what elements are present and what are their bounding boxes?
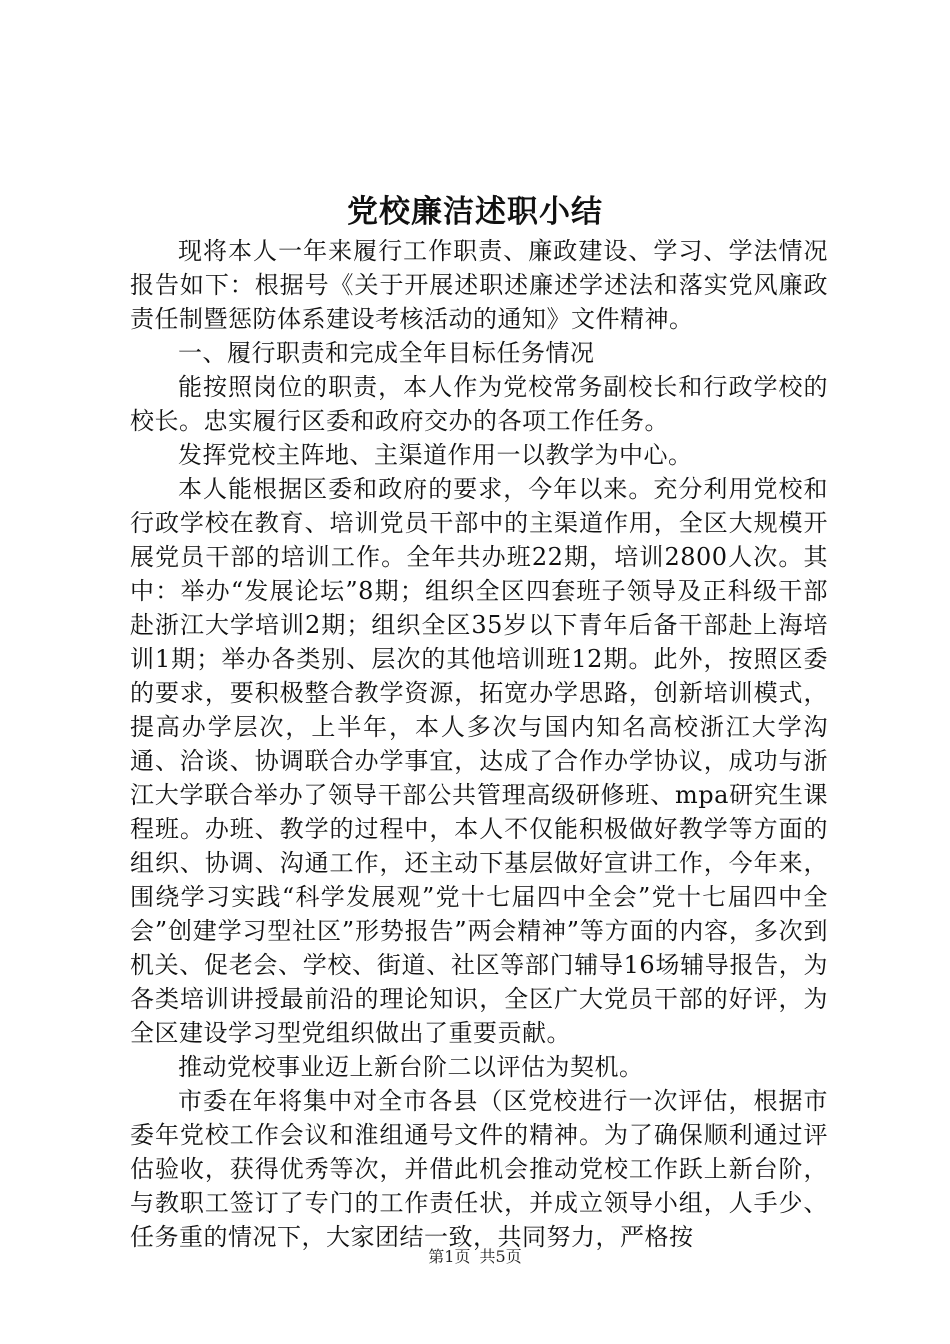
page-number: 第1页	[428, 1247, 471, 1266]
section-heading: 一、履行职责和完成全年目标任务情况	[178, 339, 595, 367]
paragraph: 能按照岗位的职责，本人作为党校常务副校长和行政学校的校长。忠实履行区委和政府交办的各项工作任务。	[130, 373, 828, 435]
paragraph: 市委在年将集中对全市各县（区党校进行一次评估，根据市委年党校工作会议和淮组通号文件的精神。为了确保顺利通过评估验收，获得优秀等次，并借此机会推动党校工作跃上新台阶，与教职工签订了专门的工作责任状，并成立领导小组，人手少、任务重的情况下，大家团结一致，共同努力，严格按	[130, 1087, 828, 1251]
page-total: 共5页	[479, 1247, 522, 1266]
document-body	[130, 234, 828, 1254]
page-footer	[0, 1244, 950, 1267]
subsection-heading: 推动党校事业迈上新台阶二以评估为契机。	[178, 1053, 644, 1081]
paragraph: 本人能根据区委和政府的要求，今年以来。充分利用党校和行政学校在教育、培训党员干部中的主渠道作用，全区大规模开展党员干部的培训工作。全年共办班22期，培训2800人次。其中：举办“发展论坛”8期；组织全区四套班子领导及正科级干部赴浙江大学培训2期；组织全区35岁以下青年后备干部赴上海培训1期；举办各类别、层次的其他培训班12期。此外，按照区委的要求，要积极整合教学资源，拓宽办学思路，创新培训模式，提高办学层次，上半年，本人多次与国内知名高校浙江大学沟通、洽谈、协调联合办学事宜，达成了合作办学协议，成功与浙江大学联合举办了领导干部公共管理高级研修班、mpa研究生课程班。办班、教学的过程中，本人不仅能积极做好教学等方面的组织、协调、沟通工作，还主动下基层做好宣讲工作，今年来，围绕学习实践“科学发展观”党十七届四中全会”党十七届四中全会”创建学习型社区”形势报告”两会精神”等方面的内容，多次到机关、促老会、学校、街道、社区等部门辅导16场辅导报告，为各类培训讲授最前沿的理论知识，全区广大党员干部的好评，为全区建设学习型党组织做出了重要贡献。	[130, 475, 828, 1047]
subsection-heading: 发挥党校主阵地、主渠道作用一以教学为中心。	[178, 441, 693, 469]
paragraph: 现将本人一年来履行工作职责、廉政建设、学习、学法情况报告如下：根据号《关于开展述职述廉述学述法和落实党风廉政责任制暨惩防体系建设考核活动的通知》文件精神。	[130, 237, 828, 333]
document-title: 党校廉洁述职小结	[347, 194, 603, 230]
